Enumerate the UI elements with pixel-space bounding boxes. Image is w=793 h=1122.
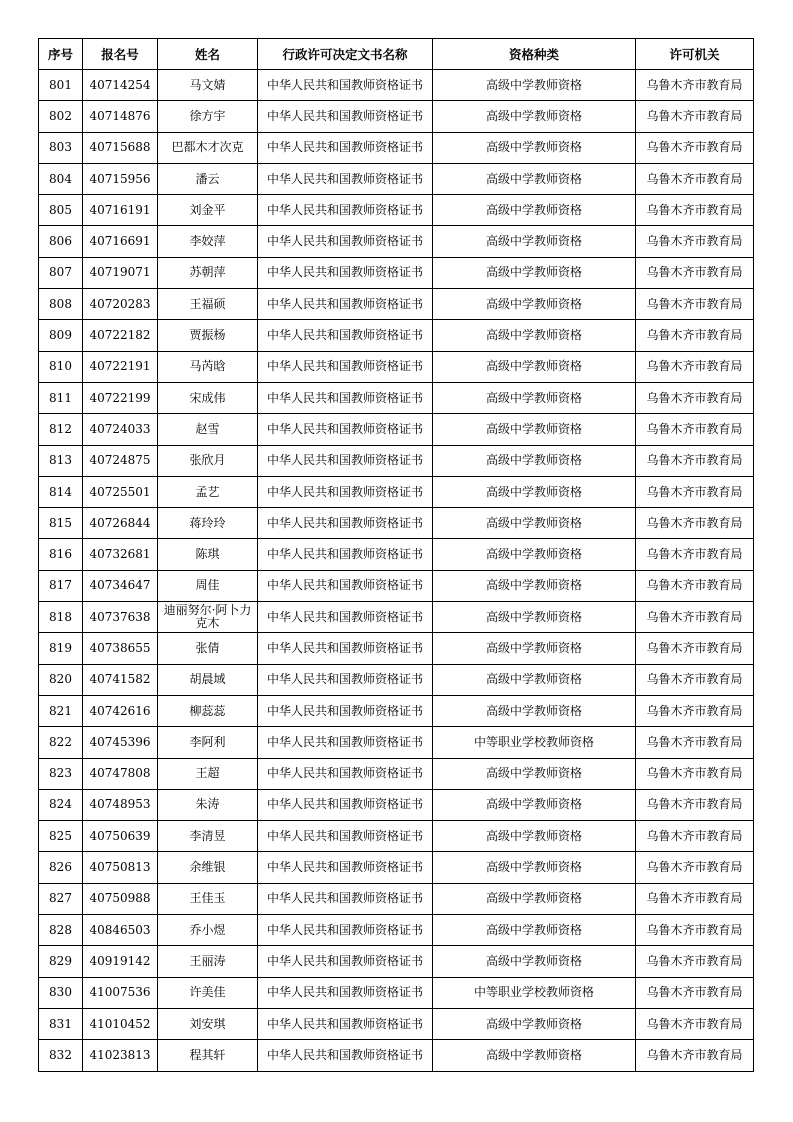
cell-licensing-authority: 乌鲁木齐市教育局 bbox=[636, 320, 754, 351]
cell-registration-number: 40724033 bbox=[83, 414, 158, 445]
cell-qualification-type: 高级中学教师资格 bbox=[433, 445, 636, 476]
header-serial-number: 序号 bbox=[39, 39, 83, 70]
cell-registration-number: 40715956 bbox=[83, 163, 158, 194]
cell-qualification-type: 高级中学教师资格 bbox=[433, 602, 636, 633]
table-row bbox=[39, 320, 754, 351]
cell-name: 巴都木才次克 bbox=[158, 132, 258, 163]
cell-serial-number: 812 bbox=[39, 414, 83, 445]
cell-registration-number: 40724875 bbox=[83, 445, 158, 476]
cell-name: 胡晨域 bbox=[158, 664, 258, 695]
cell-name: 张欣月 bbox=[158, 445, 258, 476]
cell-decision-document: 中华人民共和国教师资格证书 bbox=[258, 445, 433, 476]
cell-qualification-type: 高级中学教师资格 bbox=[433, 226, 636, 257]
table-row bbox=[39, 883, 754, 914]
cell-serial-number: 825 bbox=[39, 821, 83, 852]
cell-qualification-type: 高级中学教师资格 bbox=[433, 132, 636, 163]
table-row bbox=[39, 163, 754, 194]
cell-registration-number: 40919142 bbox=[83, 946, 158, 977]
table-row bbox=[39, 1008, 754, 1039]
table-row bbox=[39, 476, 754, 507]
cell-qualification-type: 高级中学教师资格 bbox=[433, 101, 636, 132]
cell-registration-number: 40722182 bbox=[83, 320, 158, 351]
header-registration-number: 报名号 bbox=[83, 39, 158, 70]
table-row bbox=[39, 852, 754, 883]
cell-qualification-type: 高级中学教师资格 bbox=[433, 320, 636, 351]
cell-licensing-authority: 乌鲁木齐市教育局 bbox=[636, 132, 754, 163]
cell-decision-document: 中华人民共和国教师资格证书 bbox=[258, 257, 433, 288]
cell-serial-number: 819 bbox=[39, 633, 83, 664]
cell-decision-document: 中华人民共和国教师资格证书 bbox=[258, 320, 433, 351]
cell-licensing-authority: 乌鲁木齐市教育局 bbox=[636, 226, 754, 257]
cell-serial-number: 804 bbox=[39, 163, 83, 194]
cell-serial-number: 828 bbox=[39, 915, 83, 946]
cell-name: 潘云 bbox=[158, 163, 258, 194]
cell-qualification-type: 高级中学教师资格 bbox=[433, 789, 636, 820]
cell-qualification-type: 高级中学教师资格 bbox=[433, 70, 636, 101]
cell-registration-number: 40722199 bbox=[83, 382, 158, 413]
cell-registration-number: 40716191 bbox=[83, 195, 158, 226]
cell-licensing-authority: 乌鲁木齐市教育局 bbox=[636, 946, 754, 977]
cell-name: 程其轩 bbox=[158, 1040, 258, 1071]
cell-registration-number: 40726844 bbox=[83, 508, 158, 539]
table-row bbox=[39, 602, 754, 633]
cell-licensing-authority: 乌鲁木齐市教育局 bbox=[636, 195, 754, 226]
cell-registration-number: 40734647 bbox=[83, 570, 158, 601]
cell-registration-number: 40720283 bbox=[83, 289, 158, 320]
cell-licensing-authority: 乌鲁木齐市教育局 bbox=[636, 539, 754, 570]
cell-name: 刘金平 bbox=[158, 195, 258, 226]
cell-serial-number: 829 bbox=[39, 946, 83, 977]
cell-serial-number: 808 bbox=[39, 289, 83, 320]
cell-qualification-type: 中等职业学校教师资格 bbox=[433, 977, 636, 1008]
cell-serial-number: 823 bbox=[39, 758, 83, 789]
cell-registration-number: 40732681 bbox=[83, 539, 158, 570]
cell-decision-document: 中华人民共和国教师资格证书 bbox=[258, 539, 433, 570]
cell-licensing-authority: 乌鲁木齐市教育局 bbox=[636, 1008, 754, 1039]
cell-qualification-type: 中等职业学校教师资格 bbox=[433, 727, 636, 758]
cell-decision-document: 中华人民共和国教师资格证书 bbox=[258, 915, 433, 946]
table-row bbox=[39, 289, 754, 320]
cell-serial-number: 826 bbox=[39, 852, 83, 883]
cell-registration-number: 40738655 bbox=[83, 633, 158, 664]
cell-decision-document: 中华人民共和国教师资格证书 bbox=[258, 695, 433, 726]
table-body bbox=[39, 70, 754, 1072]
cell-qualification-type: 高级中学教师资格 bbox=[433, 195, 636, 226]
cell-name: 许美佳 bbox=[158, 977, 258, 1008]
cell-qualification-type: 高级中学教师资格 bbox=[433, 915, 636, 946]
cell-decision-document: 中华人民共和国教师资格证书 bbox=[258, 414, 433, 445]
cell-qualification-type: 高级中学教师资格 bbox=[433, 382, 636, 413]
cell-licensing-authority: 乌鲁木齐市教育局 bbox=[636, 414, 754, 445]
cell-registration-number: 40741582 bbox=[83, 664, 158, 695]
header-name: 姓名 bbox=[158, 39, 258, 70]
cell-registration-number: 40750988 bbox=[83, 883, 158, 914]
table-row bbox=[39, 257, 754, 288]
cell-registration-number: 40745396 bbox=[83, 727, 158, 758]
cell-decision-document: 中华人民共和国教师资格证书 bbox=[258, 664, 433, 695]
cell-decision-document: 中华人民共和国教师资格证书 bbox=[258, 289, 433, 320]
cell-registration-number: 40750639 bbox=[83, 821, 158, 852]
cell-name: 柳蕊蕊 bbox=[158, 695, 258, 726]
cell-licensing-authority: 乌鲁木齐市教育局 bbox=[636, 289, 754, 320]
cell-name: 李姣萍 bbox=[158, 226, 258, 257]
cell-serial-number: 821 bbox=[39, 695, 83, 726]
cell-serial-number: 830 bbox=[39, 977, 83, 1008]
cell-registration-number: 41023813 bbox=[83, 1040, 158, 1071]
cell-registration-number: 40846503 bbox=[83, 915, 158, 946]
cell-licensing-authority: 乌鲁木齐市教育局 bbox=[636, 758, 754, 789]
cell-decision-document: 中华人民共和国教师资格证书 bbox=[258, 977, 433, 1008]
cell-name: 贾振杨 bbox=[158, 320, 258, 351]
cell-decision-document: 中华人民共和国教师资格证书 bbox=[258, 570, 433, 601]
cell-decision-document: 中华人民共和国教师资格证书 bbox=[258, 101, 433, 132]
header-decision-document: 行政许可决定文书名称 bbox=[258, 39, 433, 70]
cell-serial-number: 801 bbox=[39, 70, 83, 101]
cell-serial-number: 803 bbox=[39, 132, 83, 163]
table-row bbox=[39, 539, 754, 570]
cell-name: 王丽涛 bbox=[158, 946, 258, 977]
cell-serial-number: 827 bbox=[39, 883, 83, 914]
cell-qualification-type: 高级中学教师资格 bbox=[433, 539, 636, 570]
table-row bbox=[39, 695, 754, 726]
cell-qualification-type: 高级中学教师资格 bbox=[433, 570, 636, 601]
cell-decision-document: 中华人民共和国教师资格证书 bbox=[258, 1008, 433, 1039]
cell-decision-document: 中华人民共和国教师资格证书 bbox=[258, 633, 433, 664]
cell-decision-document: 中华人民共和国教师资格证书 bbox=[258, 758, 433, 789]
cell-licensing-authority: 乌鲁木齐市教育局 bbox=[636, 508, 754, 539]
cell-name: 王福硕 bbox=[158, 289, 258, 320]
cell-name: 刘安琪 bbox=[158, 1008, 258, 1039]
cell-licensing-authority: 乌鲁木齐市教育局 bbox=[636, 883, 754, 914]
table-row bbox=[39, 727, 754, 758]
cell-decision-document: 中华人民共和国教师资格证书 bbox=[258, 602, 433, 633]
table-row bbox=[39, 414, 754, 445]
cell-serial-number: 805 bbox=[39, 195, 83, 226]
cell-decision-document: 中华人民共和国教师资格证书 bbox=[258, 821, 433, 852]
cell-name: 蒋玲玲 bbox=[158, 508, 258, 539]
cell-name: 李阿利 bbox=[158, 727, 258, 758]
cell-qualification-type: 高级中学教师资格 bbox=[433, 1040, 636, 1071]
cell-licensing-authority: 乌鲁木齐市教育局 bbox=[636, 101, 754, 132]
header-row bbox=[39, 39, 754, 70]
cell-serial-number: 810 bbox=[39, 351, 83, 382]
table-row bbox=[39, 977, 754, 1008]
cell-serial-number: 824 bbox=[39, 789, 83, 820]
cell-name: 孟艺 bbox=[158, 476, 258, 507]
cell-registration-number: 40719071 bbox=[83, 257, 158, 288]
cell-licensing-authority: 乌鲁木齐市教育局 bbox=[636, 727, 754, 758]
cell-name: 乔小煜 bbox=[158, 915, 258, 946]
table-row bbox=[39, 101, 754, 132]
cell-name: 徐方宇 bbox=[158, 101, 258, 132]
table-row bbox=[39, 445, 754, 476]
cell-serial-number: 813 bbox=[39, 445, 83, 476]
cell-licensing-authority: 乌鲁木齐市教育局 bbox=[636, 476, 754, 507]
cell-qualification-type: 高级中学教师资格 bbox=[433, 852, 636, 883]
header-licensing-authority: 许可机关 bbox=[636, 39, 754, 70]
cell-serial-number: 822 bbox=[39, 727, 83, 758]
cell-registration-number: 40750813 bbox=[83, 852, 158, 883]
cell-decision-document: 中华人民共和国教师资格证书 bbox=[258, 508, 433, 539]
cell-serial-number: 809 bbox=[39, 320, 83, 351]
cell-name: 王佳玉 bbox=[158, 883, 258, 914]
cell-serial-number: 820 bbox=[39, 664, 83, 695]
cell-name: 朱涛 bbox=[158, 789, 258, 820]
cell-name: 赵雪 bbox=[158, 414, 258, 445]
table-row bbox=[39, 915, 754, 946]
cell-licensing-authority: 乌鲁木齐市教育局 bbox=[636, 977, 754, 1008]
cell-qualification-type: 高级中学教师资格 bbox=[433, 821, 636, 852]
cell-licensing-authority: 乌鲁木齐市教育局 bbox=[636, 445, 754, 476]
cell-licensing-authority: 乌鲁木齐市教育局 bbox=[636, 351, 754, 382]
cell-licensing-authority: 乌鲁木齐市教育局 bbox=[636, 382, 754, 413]
cell-decision-document: 中华人民共和国教师资格证书 bbox=[258, 351, 433, 382]
cell-decision-document: 中华人民共和国教师资格证书 bbox=[258, 789, 433, 820]
cell-qualification-type: 高级中学教师资格 bbox=[433, 257, 636, 288]
table-row bbox=[39, 508, 754, 539]
cell-registration-number: 41007536 bbox=[83, 977, 158, 1008]
table-row bbox=[39, 821, 754, 852]
cell-serial-number: 815 bbox=[39, 508, 83, 539]
cell-decision-document: 中华人民共和国教师资格证书 bbox=[258, 163, 433, 194]
cell-licensing-authority: 乌鲁木齐市教育局 bbox=[636, 1040, 754, 1071]
cell-decision-document: 中华人民共和国教师资格证书 bbox=[258, 883, 433, 914]
cell-licensing-authority: 乌鲁木齐市教育局 bbox=[636, 570, 754, 601]
cell-licensing-authority: 乌鲁木齐市教育局 bbox=[636, 633, 754, 664]
cell-qualification-type: 高级中学教师资格 bbox=[433, 883, 636, 914]
cell-licensing-authority: 乌鲁木齐市教育局 bbox=[636, 789, 754, 820]
table-row bbox=[39, 226, 754, 257]
cell-name: 王超 bbox=[158, 758, 258, 789]
table-row bbox=[39, 758, 754, 789]
cell-serial-number: 814 bbox=[39, 476, 83, 507]
cell-qualification-type: 高级中学教师资格 bbox=[433, 758, 636, 789]
cell-decision-document: 中华人民共和国教师资格证书 bbox=[258, 195, 433, 226]
cell-decision-document: 中华人民共和国教师资格证书 bbox=[258, 946, 433, 977]
cell-serial-number: 806 bbox=[39, 226, 83, 257]
cell-decision-document: 中华人民共和国教师资格证书 bbox=[258, 1040, 433, 1071]
cell-qualification-type: 高级中学教师资格 bbox=[433, 508, 636, 539]
cell-licensing-authority: 乌鲁木齐市教育局 bbox=[636, 664, 754, 695]
cell-name: 宋成伟 bbox=[158, 382, 258, 413]
table-row bbox=[39, 132, 754, 163]
cell-name: 马文婧 bbox=[158, 70, 258, 101]
table-header bbox=[39, 39, 754, 70]
cell-decision-document: 中华人民共和国教师资格证书 bbox=[258, 226, 433, 257]
cell-serial-number: 811 bbox=[39, 382, 83, 413]
cell-serial-number: 807 bbox=[39, 257, 83, 288]
table-row bbox=[39, 382, 754, 413]
cell-licensing-authority: 乌鲁木齐市教育局 bbox=[636, 602, 754, 633]
table-row bbox=[39, 195, 754, 226]
cell-registration-number: 40714254 bbox=[83, 70, 158, 101]
cell-name: 马芮晗 bbox=[158, 351, 258, 382]
header-qualification-type: 资格种类 bbox=[433, 39, 636, 70]
table-row bbox=[39, 633, 754, 664]
cell-qualification-type: 高级中学教师资格 bbox=[433, 946, 636, 977]
table-row bbox=[39, 70, 754, 101]
cell-registration-number: 40747808 bbox=[83, 758, 158, 789]
cell-serial-number: 816 bbox=[39, 539, 83, 570]
cell-licensing-authority: 乌鲁木齐市教育局 bbox=[636, 915, 754, 946]
table-row bbox=[39, 1040, 754, 1071]
cell-registration-number: 40715688 bbox=[83, 132, 158, 163]
cell-licensing-authority: 乌鲁木齐市教育局 bbox=[636, 695, 754, 726]
license-roster-table bbox=[38, 38, 754, 1072]
cell-licensing-authority: 乌鲁木齐市教育局 bbox=[636, 257, 754, 288]
cell-qualification-type: 高级中学教师资格 bbox=[433, 633, 636, 664]
cell-name: 张倩 bbox=[158, 633, 258, 664]
cell-qualification-type: 高级中学教师资格 bbox=[433, 1008, 636, 1039]
cell-registration-number: 40714876 bbox=[83, 101, 158, 132]
cell-registration-number: 40737638 bbox=[83, 602, 158, 633]
cell-registration-number: 40716691 bbox=[83, 226, 158, 257]
cell-decision-document: 中华人民共和国教师资格证书 bbox=[258, 476, 433, 507]
cell-registration-number: 41010452 bbox=[83, 1008, 158, 1039]
cell-qualification-type: 高级中学教师资格 bbox=[433, 695, 636, 726]
cell-licensing-authority: 乌鲁木齐市教育局 bbox=[636, 821, 754, 852]
cell-qualification-type: 高级中学教师资格 bbox=[433, 414, 636, 445]
cell-licensing-authority: 乌鲁木齐市教育局 bbox=[636, 163, 754, 194]
cell-decision-document: 中华人民共和国教师资格证书 bbox=[258, 727, 433, 758]
cell-serial-number: 831 bbox=[39, 1008, 83, 1039]
cell-qualification-type: 高级中学教师资格 bbox=[433, 476, 636, 507]
table-row bbox=[39, 946, 754, 977]
cell-registration-number: 40748953 bbox=[83, 789, 158, 820]
cell-decision-document: 中华人民共和国教师资格证书 bbox=[258, 852, 433, 883]
cell-qualification-type: 高级中学教师资格 bbox=[433, 351, 636, 382]
table-row bbox=[39, 789, 754, 820]
cell-serial-number: 817 bbox=[39, 570, 83, 601]
cell-qualification-type: 高级中学教师资格 bbox=[433, 163, 636, 194]
cell-serial-number: 818 bbox=[39, 602, 83, 633]
table-row bbox=[39, 664, 754, 695]
table-row bbox=[39, 570, 754, 601]
cell-name: 李清昱 bbox=[158, 821, 258, 852]
cell-name: 苏朝萍 bbox=[158, 257, 258, 288]
cell-name: 迪丽努尔·阿卜力克木 bbox=[158, 602, 258, 633]
cell-serial-number: 832 bbox=[39, 1040, 83, 1071]
cell-name: 陈琪 bbox=[158, 539, 258, 570]
cell-serial-number: 802 bbox=[39, 101, 83, 132]
cell-decision-document: 中华人民共和国教师资格证书 bbox=[258, 382, 433, 413]
cell-qualification-type: 高级中学教师资格 bbox=[433, 664, 636, 695]
cell-licensing-authority: 乌鲁木齐市教育局 bbox=[636, 70, 754, 101]
cell-licensing-authority: 乌鲁木齐市教育局 bbox=[636, 852, 754, 883]
cell-name: 余维银 bbox=[158, 852, 258, 883]
cell-decision-document: 中华人民共和国教师资格证书 bbox=[258, 132, 433, 163]
cell-name: 周佳 bbox=[158, 570, 258, 601]
table-row bbox=[39, 351, 754, 382]
cell-registration-number: 40722191 bbox=[83, 351, 158, 382]
cell-registration-number: 40725501 bbox=[83, 476, 158, 507]
cell-registration-number: 40742616 bbox=[83, 695, 158, 726]
cell-qualification-type: 高级中学教师资格 bbox=[433, 289, 636, 320]
cell-decision-document: 中华人民共和国教师资格证书 bbox=[258, 70, 433, 101]
